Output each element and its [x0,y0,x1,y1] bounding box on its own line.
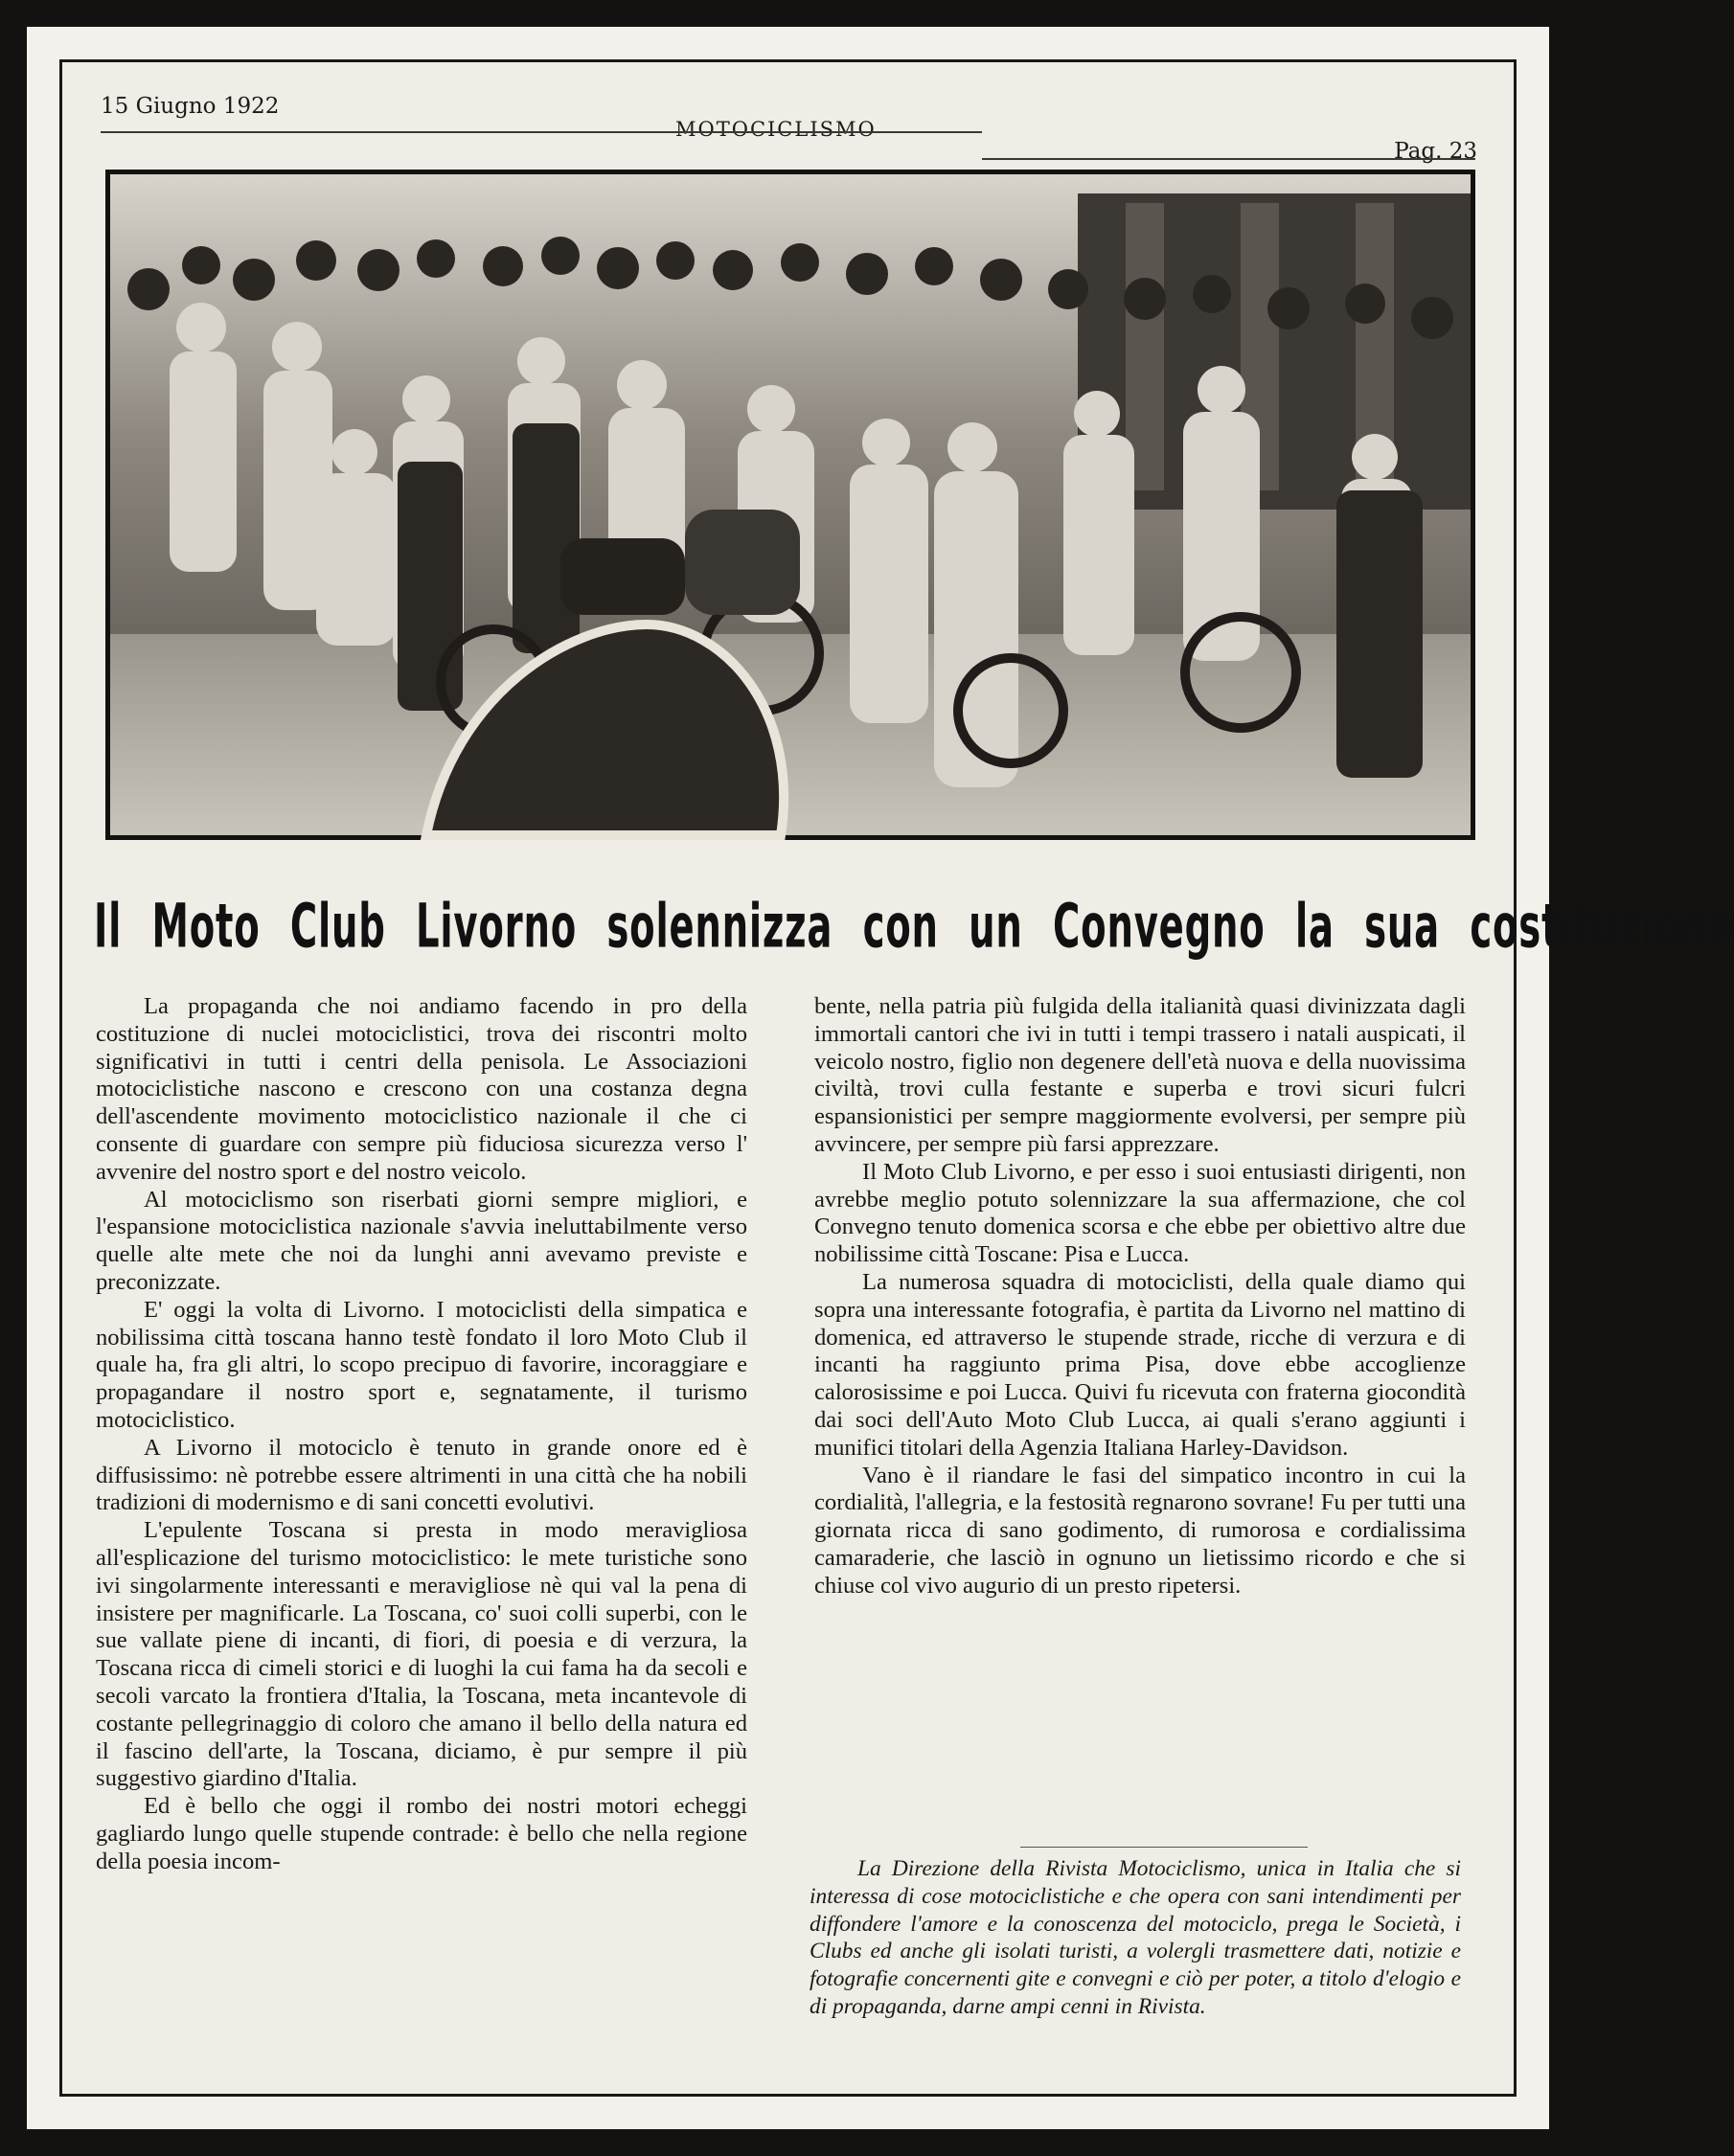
issue-date: 15 Giugno 1922 [101,94,280,119]
paragraph: Il Moto Club Livorno, e per esso i suoi entusiasti dirigenti, non avrebbe meglio potuto solennizzare la sua affermazione, che col Convegno tenuto domenica scorsa e che ebbe per obiettivo altre due nobilissime città Toscane: Pisa e Lucca. [814,1158,1466,1268]
paragraph: E' oggi la volta di Livorno. I motociclisti della simpatica e nobilissima città toscana hanno testè fondato il loro Moto Club il quale ha, fra gli altri, lo scopo precipuo di favorire, incoraggiare e propagandare il nostro sport e, segnatamente, il turismo motociclistico. [96,1296,747,1433]
paragraph: La propaganda che noi andiamo facendo in pro della costituzione di nuclei motociclistici, trova dei riscontri molto significativi in tutti i centri della penisola. Le Associazioni motociclistiche nascono e crescono con una costanza degna dell'ascendente movimento motociclistico nazionale il che ci consente di guardare con sempre più fiduciosa sicurezza verso l' avvenire del nostro sport e del nostro veicolo. [96,993,747,1185]
paragraph: Vano è il riandare le fasi del simpatico incontro in cui la cordialità, l'allegria, e la festosità regnarono sovrane! Fu per tutti una giornata ricca di sano godimento, di rumorosa e cordialissima camaraderie, che lasciò in ognuno un lietissimo ricordo e che si chiuse col vivo augurio di un presto ripetersi. [814,1462,1466,1599]
magazine-page [59,59,1734,2097]
paragraph: L'epulente Toscana si presta in modo meravigliosa all'esplicazione del turismo motociclistico: le mete turistiche sono ivi singolarmente interessanti e meravigliose nè qui val la pena di insistere per magnificarle. La Toscana, co' suoi colli superbi, con le sue vallate piene di incanti, di fiori, di poesia e di verzura, la Toscana ricca di cimeli storici e di luoghi la cui fama ha da secoli e secoli varcato la frontiera d'Italia, la Toscana, meta incantevole di costante pellegrinaggio di coloro che amano il bello della natura ed il fascino dell'arte, la Toscana, diciamo, è pur sempre il più suggestivo giardino d'Italia. [96,1517,747,1792]
paragraph: Al motociclismo son riserbati giorni sempre migliori, e l'espansione motociclistica nazionale s'avvia ineluttabilmente verso quelle alte mete che noi da lunghi anni avevamo previste e preconizzate. [96,1186,747,1295]
article-headline: Il Moto Club Livorno solennizza con un Convegno la sua costituzione [94,891,1734,962]
group-photo [105,170,1475,840]
header-rule [101,131,982,133]
photo-illustration [110,174,1471,835]
paragraph: La numerosa squadra di motociclisti, della quale diamo qui sopra una interessante fotografia, è partita da Livorno nel mattino di domenica, ed attraverso le stupende strade, ricche di verzura e di incanti ha raggiunto prima Pisa, dove ebbe accoglienze calorosissime e poi Lucca. Quivi fu ricevuta con fraterna giocondità dai soci dell'Auto Moto Club Lucca, ai quali s'erano aggiunti i munifici titolari della Agenzia Italiana Harley-Davidson. [814,1268,1466,1461]
magazine-title: MOTOCICLISMO [675,118,877,141]
right-column [814,993,1466,1600]
header-rule-right [982,158,1475,160]
left-column [96,993,747,1876]
paragraph: bente, nella patria più fulgida della italianità quasi divinizzata dagli immortali cantori che ivi in tutti i tempi trassero i natali auspicati, il veicolo nostro, figlio non degenere dell'età nuova e della nuovissima civiltà, trovi culla festante e superba e trovi sicuri fulcri espansionistici per sempre maggiormente evolversi, per sempre più avvincere, per sempre più farsi apprezzare. [814,993,1466,1157]
page-number: Pag. 23 [1394,139,1477,164]
editorial-note-text: La Direzione della Rivista Motociclismo, unica in Italia che si interessa di cose motociclistiche e che opera con sani intendimenti per diffondere l'amore e la conoscenza del motociclo, prega le Società, i Clubs ed anche gli isolati turisti, a volergli trasmettere dati, notizie e fotografie concernenti gite e convegni e ciò per poter, a titolo d'elogio e di propaganda, darne ampi cenni in Rivista. [810,1856,1461,2019]
paragraph: Ed è bello che oggi il rombo dei nostri motori echeggi gagliardo lungo quelle stupende contrade: è bello che nella regione della poesia incom- [96,1793,747,1874]
editorial-note [810,1855,1461,2021]
paragraph: A Livorno il motociclo è tenuto in grande onore ed è diffusissimo: nè potrebbe essere altrimenti in una città che ha nobili tradizioni di modernismo e di sani concetti evolutivi. [96,1434,747,1516]
note-separator [1020,1847,1308,1848]
